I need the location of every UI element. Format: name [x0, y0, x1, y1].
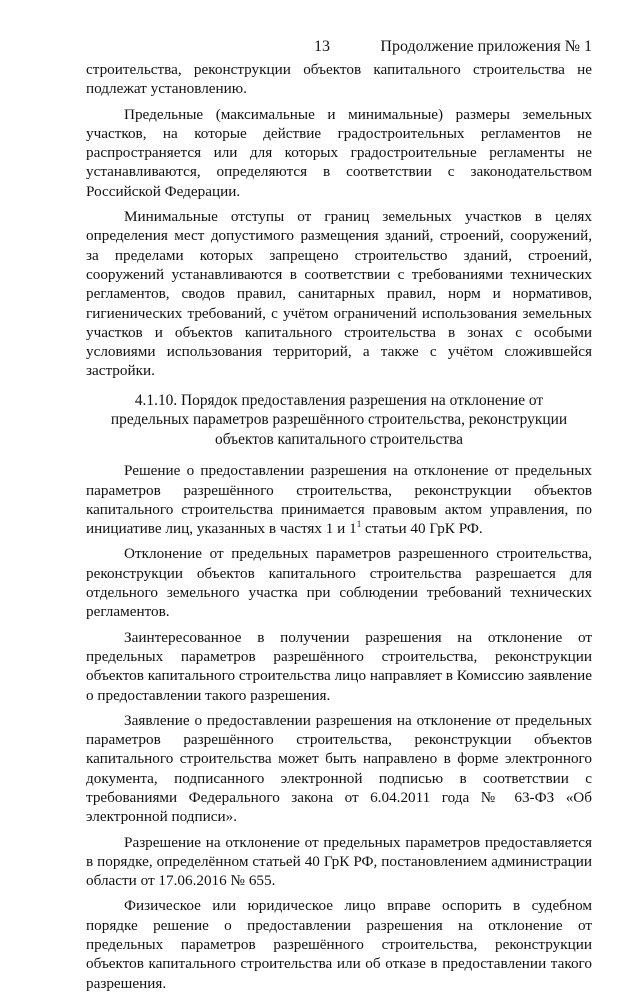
- paragraph-decision: [86, 461, 592, 538]
- section-heading: 4.1.10. Порядок предоставления разрешения на отклонение от предельных параметров разрешённого строительства, реконструкции объектов капитального строительства: [110, 391, 568, 448]
- page-header: [86, 38, 592, 60]
- paragraph-deviation: Отклонение от предельных параметров разрешенного строительства, реконструкции объектов капитального строительства разрешается для отдельного земельного участка при соблюдении требований технических регламентов.: [86, 545, 592, 621]
- paragraph-decision-text: Решение о предоставлении разрешения на отклонение от предельных параметров разрешённого строительства, реконструкции объектов капитального строительства принимается правовым актом управления, по инициативе лиц, указанных в частях 1 и 1: [86, 462, 592, 538]
- paragraph-interested-party: Заинтересованное в получении разрешения на отклонение от предельных параметров разрешённого строительства, реконструкции объектов капитального строительства лицо направляет в Комиссию заявление о предоставлении такого разрешения.: [86, 628, 592, 704]
- paragraph-plot-sizes: Предельные (максимальные и минимальные) размеры земельных участков, на которые действие градостроительных регламентов не распространяется или для которых градостроительные регламенты не устанавливаются, определяются в соответствии с законодательством Российской Федерации.: [86, 105, 592, 200]
- page-number: 13: [314, 38, 330, 55]
- document-body: [86, 60, 592, 993]
- paragraph-appeal: Физическое или юридическое лицо вправе оспорить в судебном порядке решение о предоставлении разрешения на отклонение от предельных параметров разрешённого строительства, реконструкции объектов капитального строительства или об отказе в предоставлении такого разрешения.: [86, 897, 592, 992]
- superscript-one: 1: [356, 519, 362, 530]
- paragraph-decision-end: статьи 40 ГрК РФ.: [361, 520, 483, 538]
- appendix-label: Продолжение приложения № 1: [380, 38, 592, 55]
- paragraph-min-setbacks: Минимальные отступы от границ земельных участков в целях определения мест допустимого размещения зданий, строений, сооружений, за пределами которых запрещено строительство зданий, строений, сооружений устанавливаются в соответствии с требованиями технических регламентов, сводов правил, санитарных правил, норм и нормативов, гигиенических требований, с учётом ограничений использования земельных участков и объектов капитального строительства в зонах с особыми условиями использования территорий, а также с учётом сложившейся застройки.: [86, 208, 592, 380]
- paragraph-procedure: Разрешение на отклонение от предельных параметров предоставляется в порядке, определённом статьей 40 ГрК РФ, постановлением администрации области от 17.06.2016 № 655.: [86, 833, 592, 890]
- paragraph-continuation: строительства, реконструкции объектов капитального строительства не подлежат установлению.: [86, 61, 592, 98]
- paragraph-electronic-application: Заявление о предоставлении разрешения на отклонение от предельных параметров разрешённого строительства, реконструкции объектов капитального строительства может быть направлено в форме электронного документа, подписанного электронной подписью в соответствии с требованиями Федерального закона от 6.04.2011 года № 63-ФЗ «Об электронной подписи».: [86, 711, 592, 826]
